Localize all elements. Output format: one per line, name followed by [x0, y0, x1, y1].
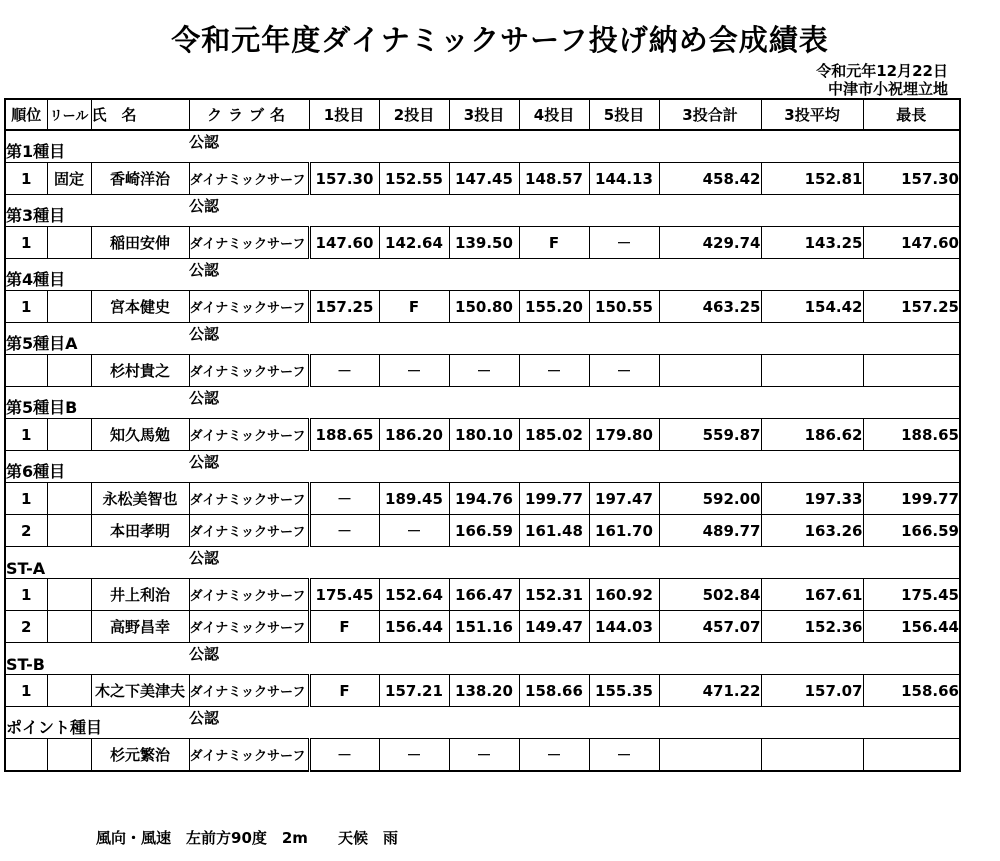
table-row	[5, 611, 960, 643]
cell-name: 杉元繁治	[91, 739, 189, 772]
cell-club: ダイナミックサーフ	[189, 291, 309, 323]
cell-name: 本田孝明	[91, 515, 189, 547]
cell-throw-4: 158.66	[519, 675, 589, 707]
category-row	[5, 259, 960, 291]
table-row	[5, 515, 960, 547]
cell-throw-2: F	[379, 291, 449, 323]
cell-throw-4: 199.77	[519, 483, 589, 515]
page-title: 令和元年度ダイナミックサーフ投げ納め会成績表	[171, 23, 829, 57]
cell-total: 489.77	[659, 515, 761, 547]
cell-throw-2: 186.20	[379, 419, 449, 451]
cell-throw-4: 148.57	[519, 163, 589, 195]
table-row	[5, 355, 960, 387]
cell-avg	[761, 355, 863, 387]
cell-max: 199.77	[863, 483, 960, 515]
cell-club: ダイナミックサーフ	[189, 611, 309, 643]
cell-throw-5: －	[589, 355, 659, 387]
cell-throw-1: 175.45	[309, 579, 379, 611]
category-row	[5, 195, 960, 227]
official-label: 公認	[189, 197, 220, 215]
cell-max: 175.45	[863, 579, 960, 611]
cell-throw-2: 156.44	[379, 611, 449, 643]
cell-throw-1: －	[309, 355, 379, 387]
cell-throw-4: 185.02	[519, 419, 589, 451]
cell-throw-3: 147.45	[449, 163, 519, 195]
cell-throw-1: －	[309, 739, 379, 772]
cell-max: 147.60	[863, 227, 960, 259]
table-row	[5, 675, 960, 707]
cell-throw-1: 188.65	[309, 419, 379, 451]
cell-rank: 1	[5, 227, 47, 259]
cell-max: 156.44	[863, 611, 960, 643]
cell-throw-2: 157.21	[379, 675, 449, 707]
category-row	[5, 130, 960, 163]
header-throw-1: 1投目	[309, 99, 379, 130]
cell-throw-1: 157.25	[309, 291, 379, 323]
cell-name: 杉村貴之	[91, 355, 189, 387]
header-throw-4: 4投目	[519, 99, 589, 130]
category-name: 第5種目A	[6, 334, 78, 353]
cell-throw-1: F	[309, 675, 379, 707]
cell-reel	[47, 291, 91, 323]
cell-throw-2: 142.64	[379, 227, 449, 259]
cell-throw-5: 144.03	[589, 611, 659, 643]
header-longest: 最長	[863, 99, 960, 130]
cell-throw-1: 147.60	[309, 227, 379, 259]
cell-total	[659, 355, 761, 387]
cell-club: ダイナミックサーフ	[189, 579, 309, 611]
cell-rank: 1	[5, 483, 47, 515]
official-label: 公認	[189, 133, 220, 151]
table-row	[5, 579, 960, 611]
cell-max	[863, 739, 960, 772]
cell-rank: 1	[5, 163, 47, 195]
cell-throw-5: 144.13	[589, 163, 659, 195]
header-throw-2: 2投目	[379, 99, 449, 130]
official-label: 公認	[189, 389, 220, 407]
cell-avg: 152.36	[761, 611, 863, 643]
cell-throw-2: －	[379, 355, 449, 387]
cell-reel	[47, 579, 91, 611]
cell-total: 471.22	[659, 675, 761, 707]
cell-throw-2: －	[379, 739, 449, 772]
category-name: 第3種目	[6, 206, 66, 225]
cell-name: 知久馬勉	[91, 419, 189, 451]
cell-avg: 167.61	[761, 579, 863, 611]
table-row	[5, 227, 960, 259]
header-club: クラブ名	[189, 99, 309, 130]
cell-avg: 154.42	[761, 291, 863, 323]
cell-rank	[5, 355, 47, 387]
cell-club: ダイナミックサーフ	[189, 419, 309, 451]
cell-throw-1: F	[309, 611, 379, 643]
cell-reel	[47, 483, 91, 515]
cell-name: 香崎洋治	[91, 163, 189, 195]
cell-total: 559.87	[659, 419, 761, 451]
cell-reel	[47, 611, 91, 643]
cell-throw-3: 150.80	[449, 291, 519, 323]
header-total: 3投合計	[659, 99, 761, 130]
official-label: 公認	[189, 453, 220, 471]
cell-rank: 1	[5, 579, 47, 611]
results-body	[5, 130, 960, 771]
official-label: 公認	[189, 645, 220, 663]
cell-throw-5: 150.55	[589, 291, 659, 323]
cell-throw-4: －	[519, 739, 589, 772]
cell-club: ダイナミックサーフ	[189, 739, 309, 772]
cell-throw-4: 155.20	[519, 291, 589, 323]
category-row	[5, 387, 960, 419]
cell-throw-5: 161.70	[589, 515, 659, 547]
cell-throw-2: 152.55	[379, 163, 449, 195]
category-name: ST-B	[6, 655, 45, 674]
cell-rank: 1	[5, 419, 47, 451]
cell-name: 井上利治	[91, 579, 189, 611]
cell-throw-3: 151.16	[449, 611, 519, 643]
category-name: ポイント種目	[6, 718, 103, 737]
cell-max: 166.59	[863, 515, 960, 547]
category-row	[5, 323, 960, 355]
cell-avg: 197.33	[761, 483, 863, 515]
cell-throw-5: －	[589, 227, 659, 259]
cell-throw-4: 149.47	[519, 611, 589, 643]
cell-rank: 2	[5, 611, 47, 643]
cell-max	[863, 355, 960, 387]
table-row	[5, 739, 960, 772]
category-name: 第5種目B	[6, 398, 78, 417]
cell-reel	[47, 227, 91, 259]
cell-name: 稲田安伸	[91, 227, 189, 259]
cell-name: 宮本健史	[91, 291, 189, 323]
cell-throw-3: －	[449, 739, 519, 772]
header-rank: 順位	[5, 99, 47, 130]
cell-rank: 1	[5, 291, 47, 323]
event-date: 令和元年12月22日	[816, 62, 948, 80]
cell-throw-5: 155.35	[589, 675, 659, 707]
cell-throw-3: 139.50	[449, 227, 519, 259]
table-row	[5, 483, 960, 515]
cell-total: 463.25	[659, 291, 761, 323]
official-label: 公認	[189, 549, 220, 567]
header-throw-5: 5投目	[589, 99, 659, 130]
header-throw-3: 3投目	[449, 99, 519, 130]
cell-reel	[47, 355, 91, 387]
official-label: 公認	[189, 325, 220, 343]
cell-throw-4: 152.31	[519, 579, 589, 611]
cell-throw-3: 166.47	[449, 579, 519, 611]
cell-avg: 143.25	[761, 227, 863, 259]
cell-total: 592.00	[659, 483, 761, 515]
cell-throw-4: 161.48	[519, 515, 589, 547]
cell-avg: 157.07	[761, 675, 863, 707]
cell-throw-5: －	[589, 739, 659, 772]
cell-throw-3: 194.76	[449, 483, 519, 515]
cell-reel: 固定	[47, 163, 91, 195]
header-average: 3投平均	[761, 99, 863, 130]
official-label: 公認	[189, 261, 220, 279]
cell-club: ダイナミックサーフ	[189, 355, 309, 387]
header-name: 氏 名	[91, 99, 189, 130]
cell-avg: 163.26	[761, 515, 863, 547]
cell-throw-4: －	[519, 355, 589, 387]
cell-max: 158.66	[863, 675, 960, 707]
cell-name: 木之下美津夫	[91, 675, 189, 707]
cell-reel	[47, 515, 91, 547]
cell-total	[659, 739, 761, 772]
cell-max: 157.30	[863, 163, 960, 195]
category-name: 第6種目	[6, 462, 66, 481]
cell-throw-1: －	[309, 483, 379, 515]
cell-total: 502.84	[659, 579, 761, 611]
cell-name: 永松美智也	[91, 483, 189, 515]
header-row	[5, 99, 960, 130]
cell-total: 457.07	[659, 611, 761, 643]
category-row	[5, 707, 960, 739]
cell-throw-3: 166.59	[449, 515, 519, 547]
cell-throw-2: 152.64	[379, 579, 449, 611]
cell-throw-3: 180.10	[449, 419, 519, 451]
cell-rank	[5, 739, 47, 772]
cell-club: ダイナミックサーフ	[189, 515, 309, 547]
cell-throw-1: －	[309, 515, 379, 547]
cell-rank: 1	[5, 675, 47, 707]
category-name: ST-A	[6, 559, 46, 578]
event-place: 中津市小祝埋立地	[827, 80, 948, 98]
cell-throw-3: 138.20	[449, 675, 519, 707]
table-row	[5, 291, 960, 323]
cell-club: ダイナミックサーフ	[189, 163, 309, 195]
cell-throw-2: 189.45	[379, 483, 449, 515]
header-reel: リール	[47, 99, 91, 130]
cell-max: 157.25	[863, 291, 960, 323]
official-label: 公認	[189, 709, 220, 727]
cell-throw-5: 160.92	[589, 579, 659, 611]
table-row	[5, 419, 960, 451]
category-name: 第4種目	[6, 270, 66, 289]
cell-avg: 186.62	[761, 419, 863, 451]
category-row	[5, 451, 960, 483]
weather-footer: 風向・風速 左前方90度 2m 天候 雨	[96, 829, 398, 847]
cell-reel	[47, 675, 91, 707]
cell-throw-2: －	[379, 515, 449, 547]
cell-rank: 2	[5, 515, 47, 547]
cell-name: 高野昌幸	[91, 611, 189, 643]
cell-throw-1: 157.30	[309, 163, 379, 195]
cell-total: 458.42	[659, 163, 761, 195]
cell-avg: 152.81	[761, 163, 863, 195]
cell-club: ダイナミックサーフ	[189, 483, 309, 515]
cell-reel	[47, 419, 91, 451]
cell-throw-5: 179.80	[589, 419, 659, 451]
cell-club: ダイナミックサーフ	[189, 675, 309, 707]
results-table	[4, 98, 961, 772]
category-row	[5, 643, 960, 675]
cell-total: 429.74	[659, 227, 761, 259]
category-name: 第1種目	[6, 142, 66, 161]
category-row	[5, 547, 960, 579]
cell-throw-5: 197.47	[589, 483, 659, 515]
cell-avg	[761, 739, 863, 772]
cell-throw-4: F	[519, 227, 589, 259]
table-row	[5, 163, 960, 195]
cell-reel	[47, 739, 91, 772]
cell-club: ダイナミックサーフ	[189, 227, 309, 259]
cell-max: 188.65	[863, 419, 960, 451]
cell-throw-3: －	[449, 355, 519, 387]
